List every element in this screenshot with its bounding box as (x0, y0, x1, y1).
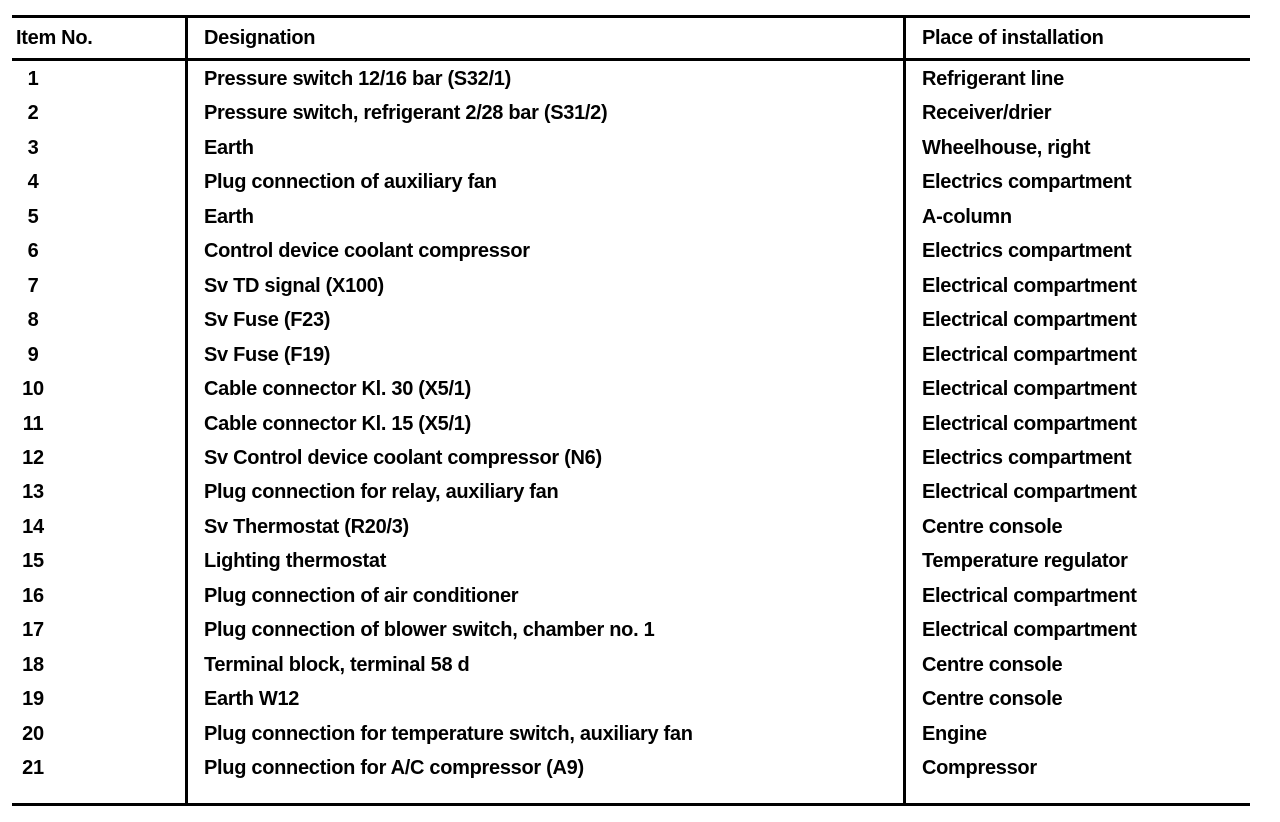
place-cell: Receiver/drier (922, 102, 1052, 124)
designation-cell: Terminal block, terminal 58 d (204, 654, 470, 676)
designation-cell: Plug connection for relay, auxiliary fan (204, 481, 559, 503)
place-cell: Electrical compartment (922, 344, 1137, 366)
item-number: 11 (22, 413, 44, 435)
designation-cell: Plug connection of blower switch, chamber no. 1 (204, 619, 655, 641)
table-bottom-rule (12, 803, 1250, 806)
place-cell: Electrical compartment (922, 309, 1137, 331)
place-cell: Centre console (922, 688, 1063, 710)
item-number: 8 (27, 309, 39, 331)
place-cell: Electrical compartment (922, 275, 1137, 297)
place-cell: Engine (922, 723, 987, 745)
item-number: 20 (22, 723, 44, 745)
item-number: 7 (27, 275, 39, 297)
item-number: 19 (22, 688, 44, 710)
item-number: 18 (22, 654, 44, 676)
item-number: 12 (22, 447, 44, 469)
designation-cell: Pressure switch 12/16 bar (S32/1) (204, 68, 511, 90)
header-item-no: Item No. (16, 27, 93, 49)
place-cell: Electrical compartment (922, 481, 1137, 503)
header-rule (12, 58, 1250, 61)
designation-cell: Earth (204, 137, 254, 159)
table-top-rule (12, 15, 1250, 18)
item-number: 17 (22, 619, 44, 641)
item-number: 5 (27, 206, 39, 228)
header-place-of-installation: Place of installation (922, 27, 1104, 49)
place-cell: Electrics compartment (922, 240, 1132, 262)
place-cell: A-column (922, 206, 1012, 228)
designation-cell: Cable connector Kl. 30 (X5/1) (204, 378, 471, 400)
item-number: 21 (22, 757, 44, 779)
place-cell: Electrical compartment (922, 619, 1137, 641)
designation-cell: Sv Thermostat (R20/3) (204, 516, 409, 538)
item-number: 1 (27, 68, 39, 90)
item-number: 9 (27, 344, 39, 366)
designation-cell: Earth (204, 206, 254, 228)
designation-cell: Plug connection for A/C compressor (A9) (204, 757, 584, 779)
item-number: 3 (27, 137, 39, 159)
place-cell: Refrigerant line (922, 68, 1064, 90)
item-number: 6 (27, 240, 39, 262)
designation-cell: Lighting thermostat (204, 550, 387, 572)
designation-cell: Cable connector Kl. 15 (X5/1) (204, 413, 471, 435)
item-number: 2 (27, 102, 39, 124)
place-cell: Centre console (922, 516, 1063, 538)
designation-cell: Sv Fuse (F19) (204, 344, 331, 366)
designation-cell: Plug connection for temperature switch, auxiliary fan (204, 723, 693, 745)
place-cell: Centre console (922, 654, 1063, 676)
item-number: 16 (22, 585, 44, 607)
designation-cell: Sv TD signal (X100) (204, 275, 384, 297)
item-number: 14 (22, 516, 44, 538)
place-cell: Electrical compartment (922, 413, 1137, 435)
place-cell: Temperature regulator (922, 550, 1128, 572)
place-cell: Wheelhouse, right (922, 137, 1091, 159)
item-number: 10 (22, 378, 44, 400)
designation-cell: Earth W12 (204, 688, 300, 710)
designation-cell: Plug connection of auxiliary fan (204, 171, 497, 193)
place-cell: Electrical compartment (922, 585, 1137, 607)
place-cell: Electrics compartment (922, 447, 1132, 469)
item-number: 13 (22, 481, 44, 503)
place-cell: Electrical compartment (922, 378, 1137, 400)
header-designation: Designation (204, 27, 316, 49)
designation-cell: Control device coolant compressor (204, 240, 530, 262)
designation-cell: Pressure switch, refrigerant 2/28 bar (S31/2) (204, 102, 608, 124)
place-cell: Compressor (922, 757, 1037, 779)
column-divider-2 (903, 15, 906, 806)
column-divider-1 (185, 15, 188, 806)
item-number: 4 (27, 171, 39, 193)
place-cell: Electrics compartment (922, 171, 1132, 193)
designation-cell: Plug connection of air conditioner (204, 585, 519, 607)
item-number: 15 (22, 550, 44, 572)
designation-cell: Sv Fuse (F23) (204, 309, 331, 331)
designation-cell: Sv Control device coolant compressor (N6) (204, 447, 602, 469)
